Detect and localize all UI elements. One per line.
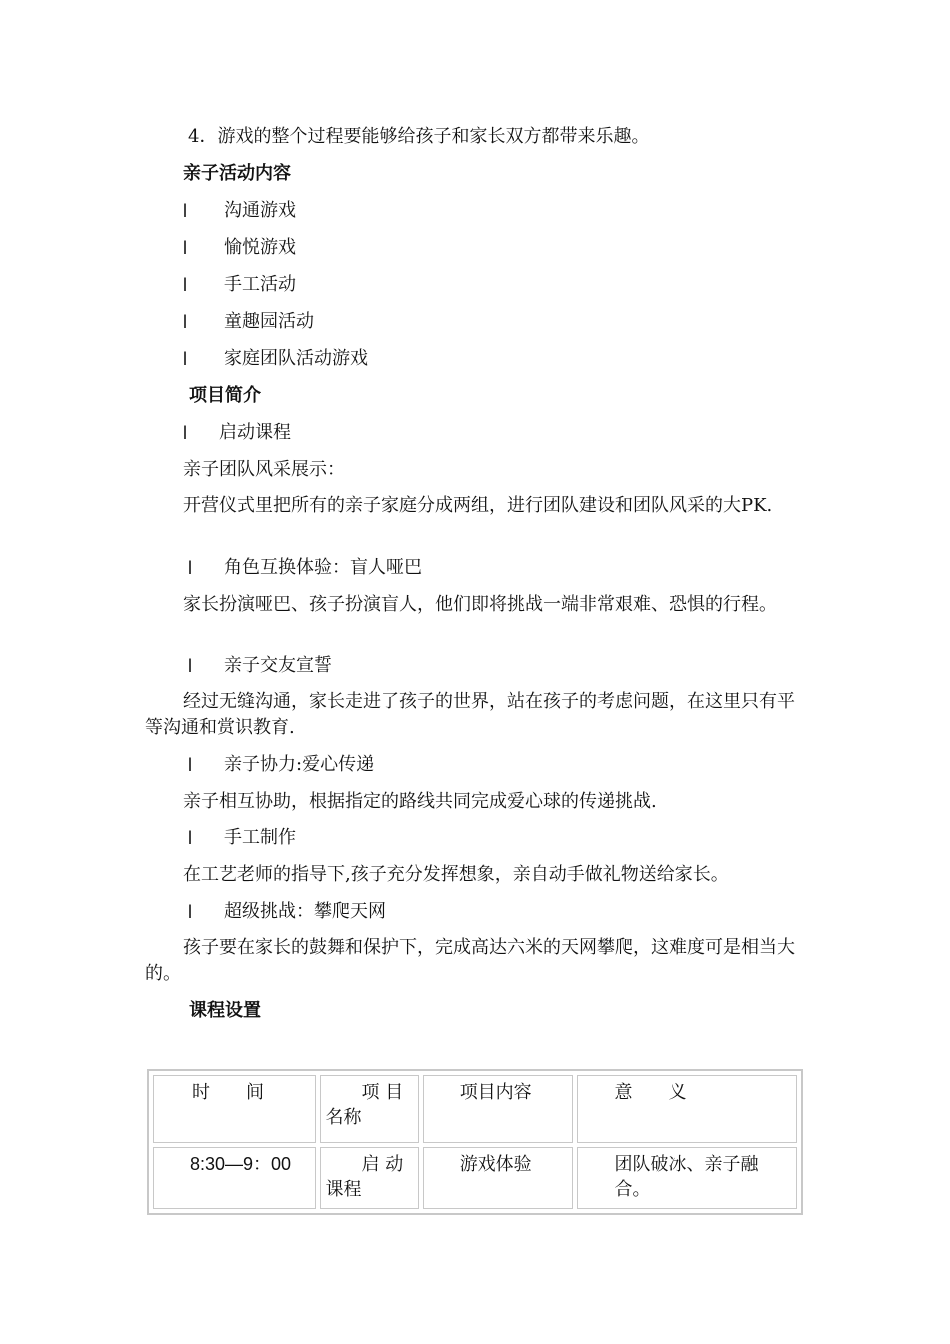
- list-item: 愉悦游戏: [224, 237, 296, 258]
- project-item-title: 亲子交友宣誓: [224, 655, 332, 676]
- intro-line: 4．游戏的整个过程要能够给孩子和家长双方都带来乐趣。: [188, 126, 650, 147]
- list-item: 家庭团队活动游戏: [224, 348, 368, 369]
- project-item-text: 家长扮演哑巴、孩子扮演盲人，他们即将挑战一端非常艰难、恐惧的行程。: [183, 594, 777, 615]
- bullet-marker: l: [188, 558, 192, 578]
- bullet-marker: l: [183, 275, 187, 295]
- project-item-title: 超级挑战：攀爬天网: [224, 901, 386, 922]
- table-cell: 游戏体验: [423, 1147, 574, 1209]
- table-header-cell: 项 目 名称: [320, 1075, 418, 1143]
- bullet-marker: l: [188, 755, 192, 775]
- table-row: [153, 1147, 797, 1209]
- project-item-title: 手工制作: [224, 827, 296, 848]
- bullet-marker: l: [183, 201, 187, 221]
- table-header-cell: 时 间: [153, 1075, 316, 1143]
- schedule-table: [147, 1069, 803, 1215]
- table-cell: 启 动 课程: [320, 1147, 418, 1209]
- list-item: 手工活动: [224, 274, 296, 295]
- section-title-project-intro: 项目简介: [189, 385, 261, 406]
- table-header-cell: 意 义: [577, 1075, 797, 1143]
- bullet-marker: l: [188, 902, 192, 922]
- team-show-title: 亲子团队风采展示：: [183, 459, 345, 480]
- list-item: 童趣园活动: [224, 311, 314, 332]
- bullet-marker: l: [188, 828, 192, 848]
- bullet-marker: l: [188, 656, 192, 676]
- bullet-marker: l: [183, 423, 187, 443]
- project-item-text: 孩子要在家长的鼓舞和保护下，完成高达六米的天网攀爬，这难度可是相当大的。: [145, 937, 795, 984]
- list-item: 沟通游戏: [224, 200, 296, 221]
- bullet-marker: l: [183, 238, 187, 258]
- project-item-title: 亲子协力:爱心传递: [224, 754, 375, 775]
- project-item-text: 亲子相互协助，根据指定的路线共同完成爱心球的传递挑战.: [183, 791, 657, 812]
- start-course-label: 启动课程: [219, 422, 291, 443]
- bullet-marker: l: [183, 312, 187, 332]
- table-cell: 团队破冰、亲子融合。: [577, 1147, 797, 1209]
- section-title-activity-content: 亲子活动内容: [183, 163, 291, 184]
- table-header-row: [153, 1075, 797, 1143]
- project-item-title: 角色互换体验：盲人哑巴: [224, 557, 422, 578]
- table-header-cell: 项目内容: [423, 1075, 574, 1143]
- project-item-text: 在工艺老师的指导下,孩子充分发挥想象，亲自动手做礼物送给家长。: [183, 864, 729, 885]
- bullet-marker: l: [183, 349, 187, 369]
- project-item-text: 经过无缝沟通，家长走进了孩子的世界，站在孩子的考虑问题，在这里只有平等沟通和赏识教育.: [145, 691, 795, 738]
- section-title-schedule: 课程设置: [189, 1000, 261, 1021]
- team-show-paragraph: 开营仪式里把所有的亲子家庭分成两组，进行团队建设和团队风采的大PK.: [183, 495, 773, 516]
- table-cell: 8:30—9：00: [153, 1147, 316, 1209]
